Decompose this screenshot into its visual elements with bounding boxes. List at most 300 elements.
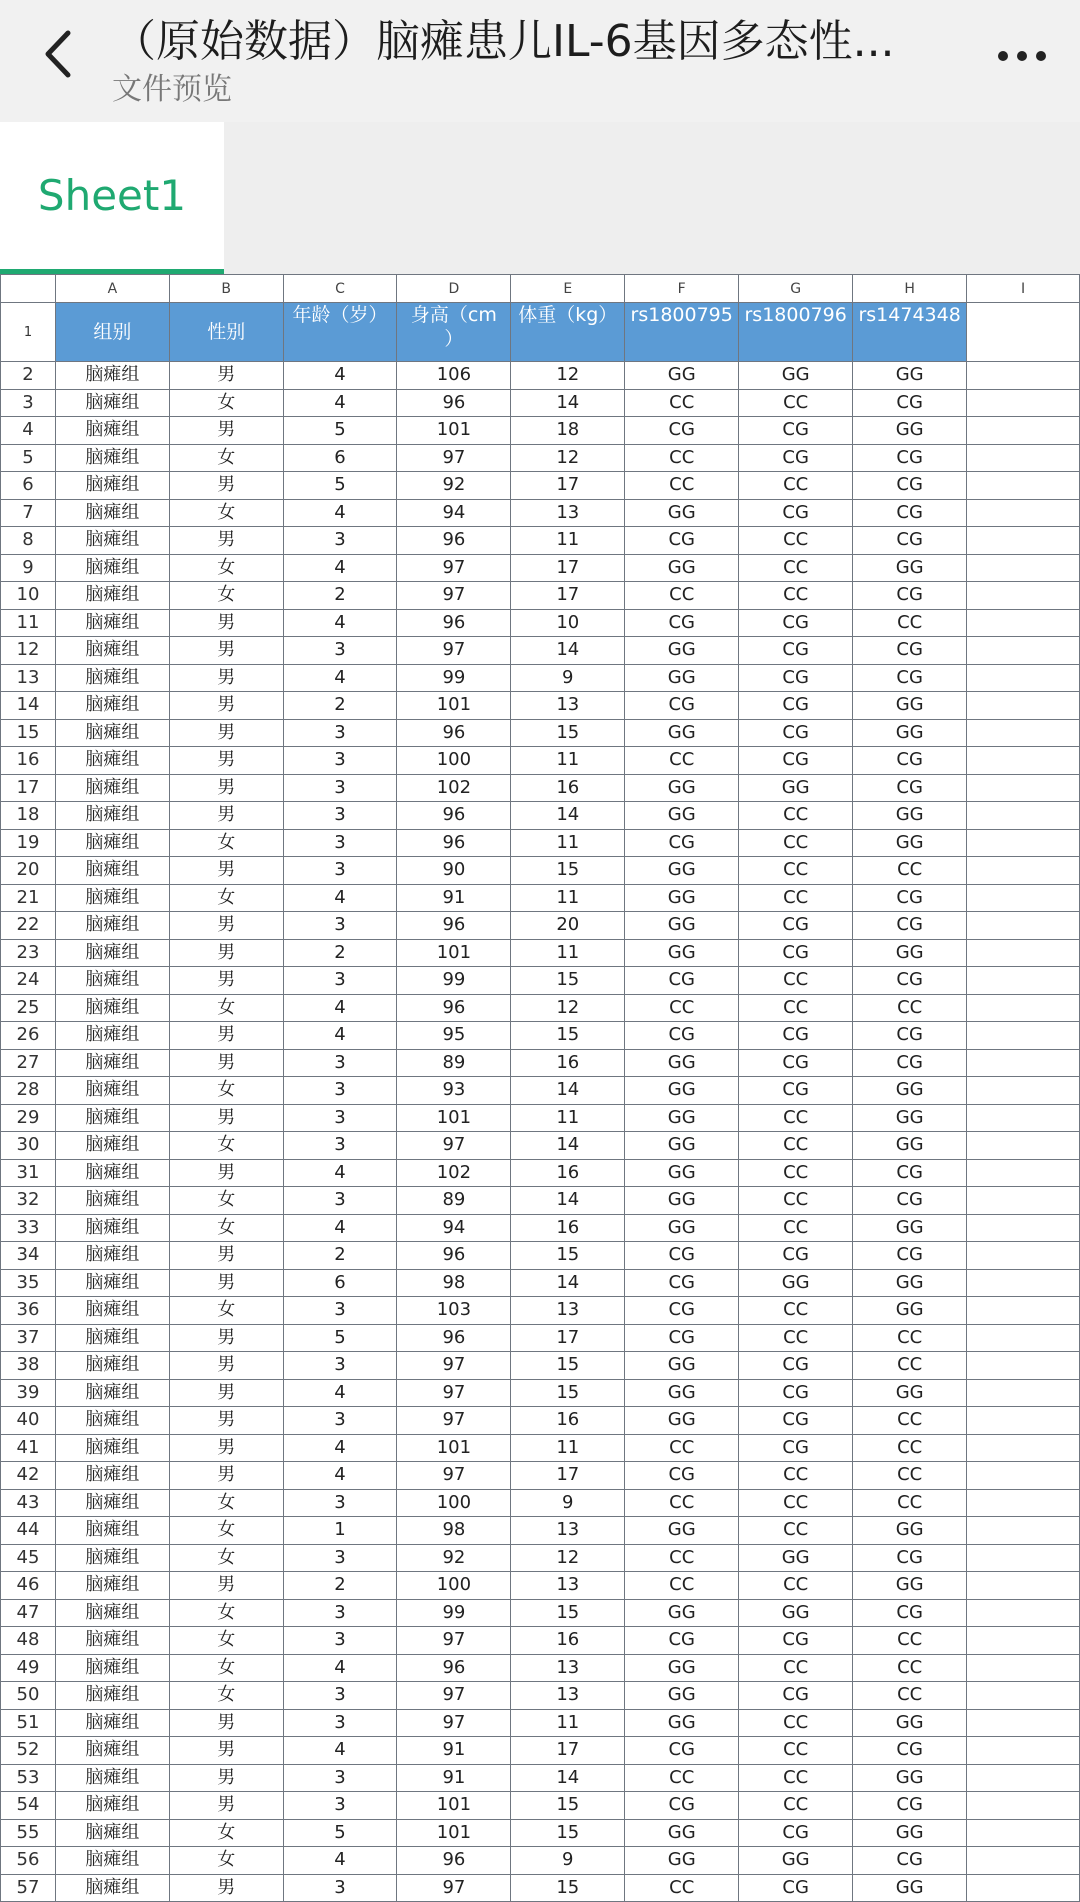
table-cell[interactable]: 15 (511, 1819, 625, 1847)
table-cell[interactable]: CG (625, 1627, 739, 1655)
table-cell[interactable]: 脑瘫组 (55, 884, 169, 912)
table-cell[interactable]: 97 (397, 1379, 511, 1407)
table-cell[interactable]: CG (625, 1737, 739, 1765)
table-cell[interactable]: 15 (511, 1792, 625, 1820)
table-cell[interactable]: CC (739, 1764, 853, 1792)
table-cell[interactable]: 脑瘫组 (55, 664, 169, 692)
table-cell[interactable]: 4 (283, 664, 397, 692)
table-cell[interactable]: 14 (511, 1132, 625, 1160)
table-cell[interactable]: CC (739, 884, 853, 912)
table-cell[interactable]: 5 (283, 472, 397, 500)
table-cell[interactable]: CG (853, 1242, 967, 1270)
table-cell[interactable]: GG (625, 554, 739, 582)
table-cell[interactable]: 97 (397, 554, 511, 582)
table-cell[interactable]: GG (853, 719, 967, 747)
table-cell[interactable]: 15 (511, 1352, 625, 1380)
empty-cell[interactable] (967, 1709, 1080, 1737)
table-cell[interactable]: 2 (283, 1572, 397, 1600)
table-cell[interactable]: 男 (169, 664, 283, 692)
table-cell[interactable]: GG (625, 939, 739, 967)
row-number[interactable]: 1 (1, 303, 56, 362)
table-cell[interactable]: 3 (283, 1297, 397, 1325)
table-cell[interactable]: 3 (283, 1104, 397, 1132)
table-cell[interactable]: 女 (169, 444, 283, 472)
table-cell[interactable]: 17 (511, 582, 625, 610)
table-cell[interactable]: 14 (511, 802, 625, 830)
table-cell[interactable]: CC (625, 1434, 739, 1462)
table-cell[interactable]: CG (625, 692, 739, 720)
table-cell[interactable]: GG (625, 1517, 739, 1545)
table-cell[interactable]: 92 (397, 472, 511, 500)
header-cell[interactable]: 性别 (169, 303, 283, 362)
empty-cell[interactable] (967, 802, 1080, 830)
table-cell[interactable]: CC (739, 389, 853, 417)
table-cell[interactable]: 3 (283, 1489, 397, 1517)
empty-cell[interactable] (967, 1792, 1080, 1820)
empty-cell[interactable] (967, 829, 1080, 857)
table-cell[interactable]: GG (625, 1214, 739, 1242)
table-cell[interactable]: 女 (169, 1187, 283, 1215)
table-cell[interactable]: CC (739, 1104, 853, 1132)
table-cell[interactable]: CG (853, 472, 967, 500)
table-cell[interactable]: CC (625, 1874, 739, 1902)
empty-cell[interactable] (967, 362, 1080, 390)
table-cell[interactable]: 3 (283, 802, 397, 830)
table-cell[interactable]: 97 (397, 1132, 511, 1160)
table-cell[interactable]: 91 (397, 1737, 511, 1765)
table-cell[interactable]: 3 (283, 774, 397, 802)
table-cell[interactable]: 脑瘫组 (55, 912, 169, 940)
table-cell[interactable]: 男 (169, 719, 283, 747)
table-cell[interactable]: 96 (397, 719, 511, 747)
table-cell[interactable]: CC (739, 554, 853, 582)
empty-cell[interactable] (967, 1874, 1080, 1902)
table-cell[interactable]: 男 (169, 1159, 283, 1187)
table-cell[interactable]: 6 (283, 1269, 397, 1297)
table-cell[interactable]: GG (625, 1132, 739, 1160)
table-cell[interactable]: 11 (511, 1104, 625, 1132)
table-cell[interactable]: GG (853, 1379, 967, 1407)
empty-cell[interactable] (967, 472, 1080, 500)
table-cell[interactable]: 11 (511, 884, 625, 912)
table-cell[interactable]: GG (853, 802, 967, 830)
table-cell[interactable]: 男 (169, 967, 283, 995)
table-cell[interactable]: 女 (169, 1077, 283, 1105)
row-number[interactable]: 40 (1, 1407, 56, 1435)
table-cell[interactable]: 脑瘫组 (55, 829, 169, 857)
table-cell[interactable]: 脑瘫组 (55, 994, 169, 1022)
table-cell[interactable]: 14 (511, 1187, 625, 1215)
table-cell[interactable]: 2 (283, 582, 397, 610)
table-cell[interactable]: CC (625, 1764, 739, 1792)
table-cell[interactable]: 脑瘫组 (55, 1324, 169, 1352)
table-cell[interactable]: 12 (511, 362, 625, 390)
row-number[interactable]: 15 (1, 719, 56, 747)
table-cell[interactable]: CC (739, 967, 853, 995)
row-number[interactable]: 20 (1, 857, 56, 885)
empty-cell[interactable] (967, 1462, 1080, 1490)
table-cell[interactable]: 女 (169, 884, 283, 912)
tab-sheet1[interactable]: Sheet1 (0, 122, 224, 274)
table-cell[interactable]: CC (853, 1489, 967, 1517)
table-cell[interactable]: 2 (283, 692, 397, 720)
table-cell[interactable]: GG (625, 1599, 739, 1627)
row-number[interactable]: 47 (1, 1599, 56, 1627)
table-cell[interactable]: CC (625, 472, 739, 500)
empty-cell[interactable] (967, 774, 1080, 802)
row-number[interactable]: 29 (1, 1104, 56, 1132)
table-cell[interactable]: CC (853, 994, 967, 1022)
header-cell[interactable]: rs1800795 (625, 303, 739, 362)
table-cell[interactable]: GG (625, 774, 739, 802)
empty-cell[interactable] (967, 1737, 1080, 1765)
table-cell[interactable]: CG (853, 664, 967, 692)
table-cell[interactable]: 脑瘫组 (55, 1022, 169, 1050)
table-cell[interactable]: CC (739, 1297, 853, 1325)
table-cell[interactable]: 13 (511, 1517, 625, 1545)
row-number[interactable]: 26 (1, 1022, 56, 1050)
table-cell[interactable]: 3 (283, 967, 397, 995)
table-cell[interactable]: CC (739, 1489, 853, 1517)
row-number[interactable]: 12 (1, 637, 56, 665)
table-cell[interactable]: CG (625, 829, 739, 857)
table-cell[interactable]: 男 (169, 637, 283, 665)
table-cell[interactable]: 101 (397, 417, 511, 445)
empty-cell[interactable] (967, 884, 1080, 912)
table-cell[interactable]: CG (853, 582, 967, 610)
row-number[interactable]: 36 (1, 1297, 56, 1325)
table-cell[interactable]: 11 (511, 1434, 625, 1462)
empty-cell[interactable] (967, 554, 1080, 582)
table-cell[interactable]: CG (853, 444, 967, 472)
table-cell[interactable]: 13 (511, 499, 625, 527)
table-cell[interactable]: GG (853, 1819, 967, 1847)
table-cell[interactable]: CG (739, 444, 853, 472)
row-number[interactable]: 48 (1, 1627, 56, 1655)
table-cell[interactable]: GG (625, 1819, 739, 1847)
row-number[interactable]: 25 (1, 994, 56, 1022)
table-cell[interactable]: 3 (283, 1187, 397, 1215)
table-cell[interactable]: 89 (397, 1187, 511, 1215)
table-cell[interactable]: CG (739, 1352, 853, 1380)
table-cell[interactable]: CG (853, 1599, 967, 1627)
table-cell[interactable]: 女 (169, 1214, 283, 1242)
row-number[interactable]: 34 (1, 1242, 56, 1270)
table-cell[interactable]: CG (625, 417, 739, 445)
row-number[interactable]: 45 (1, 1544, 56, 1572)
empty-cell[interactable] (967, 1544, 1080, 1572)
table-cell[interactable]: 96 (397, 802, 511, 830)
table-cell[interactable]: 脑瘫组 (55, 1572, 169, 1600)
column-header-i[interactable]: I (967, 275, 1080, 303)
table-cell[interactable]: CG (739, 499, 853, 527)
table-cell[interactable]: 5 (283, 1324, 397, 1352)
table-cell[interactable]: 3 (283, 857, 397, 885)
empty-cell[interactable] (967, 1269, 1080, 1297)
table-cell[interactable]: 101 (397, 1819, 511, 1847)
table-cell[interactable]: 女 (169, 1132, 283, 1160)
table-cell[interactable]: CG (625, 967, 739, 995)
table-cell[interactable]: 14 (511, 389, 625, 417)
table-cell[interactable]: 男 (169, 802, 283, 830)
table-cell[interactable]: CG (739, 747, 853, 775)
table-cell[interactable]: 脑瘫组 (55, 609, 169, 637)
table-cell[interactable]: 脑瘫组 (55, 719, 169, 747)
table-cell[interactable]: GG (853, 692, 967, 720)
row-number[interactable]: 55 (1, 1819, 56, 1847)
row-number[interactable]: 43 (1, 1489, 56, 1517)
table-cell[interactable]: 脑瘫组 (55, 1627, 169, 1655)
table-cell[interactable]: CC (625, 747, 739, 775)
table-cell[interactable]: GG (739, 1847, 853, 1875)
table-cell[interactable]: GG (853, 1517, 967, 1545)
table-cell[interactable]: 94 (397, 499, 511, 527)
table-cell[interactable]: 90 (397, 857, 511, 885)
table-cell[interactable]: 15 (511, 1022, 625, 1050)
table-cell[interactable]: 脑瘫组 (55, 1077, 169, 1105)
table-cell[interactable]: GG (625, 1077, 739, 1105)
table-cell[interactable]: CG (739, 1819, 853, 1847)
table-cell[interactable]: 3 (283, 1407, 397, 1435)
table-cell[interactable]: CG (739, 664, 853, 692)
table-cell[interactable]: CG (853, 1049, 967, 1077)
table-cell[interactable]: 106 (397, 362, 511, 390)
table-cell[interactable]: 男 (169, 1737, 283, 1765)
table-cell[interactable]: 4 (283, 1847, 397, 1875)
table-cell[interactable]: 1 (283, 1517, 397, 1545)
table-cell[interactable]: 男 (169, 1764, 283, 1792)
table-cell[interactable]: GG (625, 1379, 739, 1407)
row-number[interactable]: 27 (1, 1049, 56, 1077)
table-cell[interactable]: GG (625, 1187, 739, 1215)
empty-cell[interactable] (967, 1407, 1080, 1435)
table-cell[interactable]: 脑瘫组 (55, 1544, 169, 1572)
table-cell[interactable]: 14 (511, 637, 625, 665)
table-cell[interactable]: 女 (169, 1627, 283, 1655)
table-cell[interactable]: 9 (511, 1489, 625, 1517)
table-cell[interactable]: 94 (397, 1214, 511, 1242)
table-cell[interactable]: GG (853, 554, 967, 582)
empty-cell[interactable] (967, 527, 1080, 555)
table-cell[interactable]: 100 (397, 747, 511, 775)
table-cell[interactable]: GG (625, 1049, 739, 1077)
table-cell[interactable]: CG (853, 1847, 967, 1875)
table-cell[interactable]: 男 (169, 527, 283, 555)
empty-cell[interactable] (967, 637, 1080, 665)
table-cell[interactable]: 男 (169, 1462, 283, 1490)
table-cell[interactable]: CG (739, 637, 853, 665)
table-cell[interactable]: 女 (169, 1599, 283, 1627)
table-cell[interactable]: CG (625, 1022, 739, 1050)
row-number[interactable]: 21 (1, 884, 56, 912)
empty-cell[interactable] (967, 1132, 1080, 1160)
table-cell[interactable]: 10 (511, 609, 625, 637)
table-cell[interactable]: 101 (397, 1434, 511, 1462)
row-number[interactable]: 28 (1, 1077, 56, 1105)
table-cell[interactable]: 13 (511, 1572, 625, 1600)
table-cell[interactable]: 3 (283, 1544, 397, 1572)
table-cell[interactable]: CC (853, 1682, 967, 1710)
table-cell[interactable]: CG (853, 912, 967, 940)
table-cell[interactable]: 4 (283, 1159, 397, 1187)
table-cell[interactable]: CG (625, 527, 739, 555)
table-cell[interactable]: CC (739, 1737, 853, 1765)
table-cell[interactable]: GG (739, 1544, 853, 1572)
empty-cell[interactable] (967, 1572, 1080, 1600)
empty-cell[interactable] (967, 1654, 1080, 1682)
table-cell[interactable]: 男 (169, 609, 283, 637)
table-cell[interactable]: 脑瘫组 (55, 362, 169, 390)
row-number[interactable]: 4 (1, 417, 56, 445)
table-cell[interactable]: 脑瘫组 (55, 1352, 169, 1380)
table-cell[interactable]: CG (625, 1242, 739, 1270)
table-cell[interactable]: GG (739, 1599, 853, 1627)
table-cell[interactable]: CG (739, 1379, 853, 1407)
table-cell[interactable]: 男 (169, 472, 283, 500)
table-cell[interactable]: 96 (397, 609, 511, 637)
table-cell[interactable]: 脑瘫组 (55, 499, 169, 527)
table-cell[interactable]: 3 (283, 829, 397, 857)
table-cell[interactable]: 4 (283, 1434, 397, 1462)
table-cell[interactable]: 4 (283, 884, 397, 912)
table-cell[interactable]: CC (739, 857, 853, 885)
table-cell[interactable]: CC (853, 1434, 967, 1462)
table-cell[interactable]: GG (625, 912, 739, 940)
table-cell[interactable]: 97 (397, 582, 511, 610)
empty-cell[interactable] (967, 939, 1080, 967)
table-cell[interactable]: 男 (169, 1352, 283, 1380)
empty-cell[interactable] (967, 967, 1080, 995)
table-cell[interactable]: 女 (169, 1682, 283, 1710)
table-cell[interactable]: 女 (169, 1517, 283, 1545)
empty-cell[interactable] (967, 1297, 1080, 1325)
table-cell[interactable]: 93 (397, 1077, 511, 1105)
table-cell[interactable]: 脑瘫组 (55, 1434, 169, 1462)
table-cell[interactable]: 3 (283, 1709, 397, 1737)
table-cell[interactable]: 脑瘫组 (55, 747, 169, 775)
table-cell[interactable]: 95 (397, 1022, 511, 1050)
row-number[interactable]: 37 (1, 1324, 56, 1352)
table-cell[interactable]: 脑瘫组 (55, 527, 169, 555)
table-cell[interactable]: 17 (511, 1462, 625, 1490)
table-cell[interactable]: CG (853, 1159, 967, 1187)
row-number[interactable]: 39 (1, 1379, 56, 1407)
table-cell[interactable]: 3 (283, 527, 397, 555)
table-cell[interactable]: CG (739, 609, 853, 637)
table-cell[interactable]: 97 (397, 444, 511, 472)
table-cell[interactable]: GG (625, 884, 739, 912)
table-cell[interactable]: CG (625, 1792, 739, 1820)
table-cell[interactable]: 脑瘫组 (55, 1709, 169, 1737)
table-cell[interactable]: GG (853, 1269, 967, 1297)
table-cell[interactable]: 92 (397, 1544, 511, 1572)
table-cell[interactable]: CC (739, 1462, 853, 1490)
table-cell[interactable]: 脑瘫组 (55, 1874, 169, 1902)
table-cell[interactable]: 脑瘫组 (55, 1847, 169, 1875)
empty-cell[interactable] (967, 1104, 1080, 1132)
table-cell[interactable]: GG (739, 362, 853, 390)
table-cell[interactable]: 3 (283, 912, 397, 940)
table-cell[interactable]: 96 (397, 1324, 511, 1352)
table-cell[interactable]: GG (853, 1297, 967, 1325)
empty-cell[interactable] (967, 609, 1080, 637)
table-cell[interactable]: 脑瘫组 (55, 1379, 169, 1407)
table-cell[interactable]: 3 (283, 1599, 397, 1627)
table-cell[interactable]: 脑瘫组 (55, 1132, 169, 1160)
table-cell[interactable]: 女 (169, 499, 283, 527)
table-cell[interactable]: CC (739, 994, 853, 1022)
table-cell[interactable]: 97 (397, 637, 511, 665)
table-cell[interactable]: 4 (283, 994, 397, 1022)
table-cell[interactable]: 11 (511, 1709, 625, 1737)
table-cell[interactable]: 男 (169, 1022, 283, 1050)
table-cell[interactable]: 5 (283, 1819, 397, 1847)
table-cell[interactable]: CG (853, 499, 967, 527)
table-cell[interactable]: 100 (397, 1572, 511, 1600)
table-cell[interactable]: 女 (169, 1847, 283, 1875)
empty-cell[interactable] (967, 1682, 1080, 1710)
empty-cell[interactable] (967, 417, 1080, 445)
table-cell[interactable]: GG (625, 1352, 739, 1380)
table-cell[interactable]: GG (853, 829, 967, 857)
row-number[interactable]: 3 (1, 389, 56, 417)
table-cell[interactable]: 4 (283, 389, 397, 417)
empty-cell[interactable] (967, 1049, 1080, 1077)
table-cell[interactable]: CC (739, 527, 853, 555)
table-cell[interactable]: 16 (511, 1627, 625, 1655)
table-cell[interactable]: CG (853, 1022, 967, 1050)
table-cell[interactable]: 17 (511, 1737, 625, 1765)
table-cell[interactable]: GG (625, 1104, 739, 1132)
table-cell[interactable]: 脑瘫组 (55, 1104, 169, 1132)
table-cell[interactable]: 3 (283, 1049, 397, 1077)
table-cell[interactable]: 脑瘫组 (55, 774, 169, 802)
empty-cell[interactable] (967, 1819, 1080, 1847)
table-cell[interactable]: 脑瘫组 (55, 1159, 169, 1187)
table-cell[interactable]: 3 (283, 1874, 397, 1902)
table-cell[interactable]: CC (853, 857, 967, 885)
table-cell[interactable]: 4 (283, 1022, 397, 1050)
empty-cell[interactable] (967, 303, 1080, 362)
table-cell[interactable]: 脑瘫组 (55, 1462, 169, 1490)
table-cell[interactable]: 男 (169, 774, 283, 802)
table-cell[interactable]: CC (739, 829, 853, 857)
table-cell[interactable]: CG (625, 1297, 739, 1325)
table-cell[interactable]: CG (739, 1022, 853, 1050)
empty-cell[interactable] (967, 719, 1080, 747)
row-number[interactable]: 16 (1, 747, 56, 775)
table-cell[interactable]: 男 (169, 1709, 283, 1737)
table-cell[interactable]: 11 (511, 939, 625, 967)
table-cell[interactable]: 15 (511, 1874, 625, 1902)
table-cell[interactable]: 2 (283, 939, 397, 967)
table-cell[interactable]: 98 (397, 1517, 511, 1545)
table-cell[interactable]: GG (625, 1682, 739, 1710)
empty-cell[interactable] (967, 857, 1080, 885)
spreadsheet[interactable] (0, 274, 1080, 1902)
header-cell[interactable]: 体重（kg） (511, 303, 625, 362)
table-cell[interactable]: 97 (397, 1682, 511, 1710)
empty-cell[interactable] (967, 1324, 1080, 1352)
row-number[interactable]: 2 (1, 362, 56, 390)
table-cell[interactable]: 13 (511, 1654, 625, 1682)
empty-cell[interactable] (967, 912, 1080, 940)
table-cell[interactable]: GG (739, 774, 853, 802)
table-cell[interactable]: 脑瘫组 (55, 857, 169, 885)
table-cell[interactable]: CC (625, 444, 739, 472)
table-cell[interactable]: 脑瘫组 (55, 1269, 169, 1297)
table-cell[interactable]: CG (853, 884, 967, 912)
